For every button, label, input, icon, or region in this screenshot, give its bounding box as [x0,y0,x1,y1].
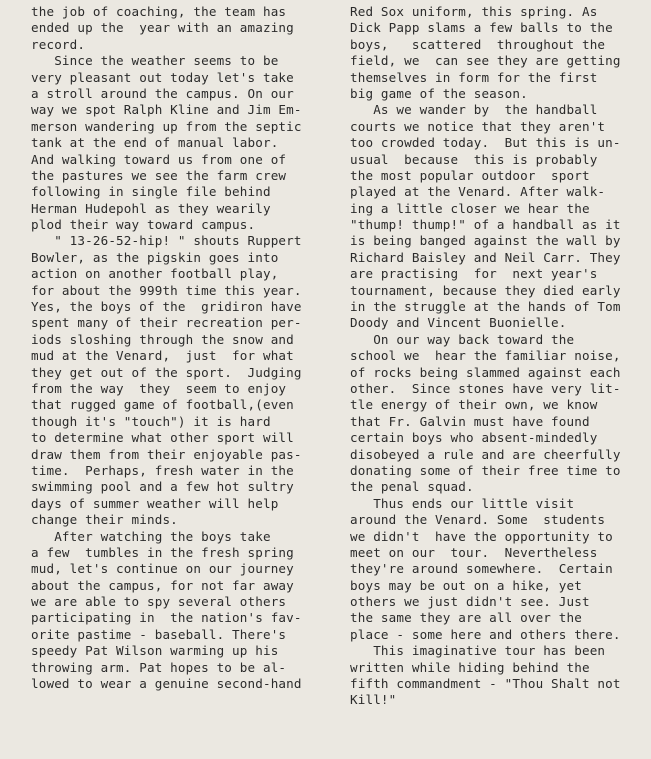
text-line: Dick Papp slams a few balls to the [350,20,613,36]
text-line: Thus ends our little visit [350,495,575,511]
text-line: are practising for next year's [350,266,598,282]
text-line: place - some here and others there. [350,626,621,642]
text-line: action on another football play, [31,266,279,282]
text-line: certain boys who absent-mindedly [350,430,598,446]
text-line: And walking toward us from one of [31,151,287,167]
text-line: spent many of their recreation per- [31,315,302,331]
text-line: way we spot Ralph Kline and Jim Em- [31,102,302,118]
text-line: Richard Baisley and Neil Carr. They [350,249,621,265]
text-line: themselves in form for the first [350,69,598,85]
text-line: they're around somewhere. Certain [350,561,613,577]
text-line: too crowded today. But this is un- [350,135,621,151]
right-column [350,4,621,709]
text-line: speedy Pat Wilson warming up his [31,643,279,659]
text-line: for about the 999th time this year. [31,282,302,298]
text-line: iods sloshing through the snow and [31,331,294,347]
text-line: a stroll around the campus. On our [31,85,294,101]
text-line: we didn't have the opportunity to [350,528,613,544]
text-line: "thump! thump!" of a handball as it [350,217,621,233]
text-line: change their minds. [31,512,178,528]
text-line: the pastures we see the farm crew [31,167,287,183]
text-line: in the struggle at the hands of Tom [350,299,621,315]
text-line: we are able to spy several others [31,594,287,610]
text-line: As we wander by the handball [350,102,598,118]
text-line: big game of the season. [350,85,528,101]
text-line: other. Since stones have very lit- [350,380,621,396]
text-line: field, we can see they are getting [350,53,621,69]
text-line: Red Sox uniform, this spring. As [350,4,598,19]
text-line: boys may be out on a hike, yet [350,577,582,593]
text-line: the penal squad. [350,479,474,495]
text-line: the most popular outdoor sport [350,167,590,183]
text-line: throwing arm. Pat hopes to be al- [31,659,287,675]
text-line: to determine what other sport will [31,430,294,446]
text-line: fifth commandment - "Thou Shalt not [350,676,621,692]
left-column [31,4,302,692]
text-line: plod their way toward campus. [31,217,256,233]
text-line: a few tumbles in the fresh spring [31,544,294,560]
text-line: Doody and Vincent Buonielle. [350,315,567,331]
text-line: After watching the boys take [31,528,271,544]
text-line: very pleasant out today let's take [31,69,294,85]
text-line: merson wandering up from the septic [31,118,302,134]
text-line: they get out of the sport. Judging [31,364,302,380]
text-line: the job of coaching, the team has [31,4,287,19]
text-line: from the way they seem to enjoy [31,380,287,396]
text-line: ing a little closer we hear the [350,200,590,216]
text-line: Since the weather seems to be [31,53,279,69]
text-line: draw them from their enjoyable pas- [31,446,302,462]
text-line: lowed to wear a genuine second-hand [31,676,302,692]
text-line: written while hiding behind the [350,659,590,675]
text-line: around the Venard. Some students [350,512,606,528]
text-line: mud, let's continue on our journey [31,561,294,577]
text-line: Herman Hudepohl as they wearily [31,200,271,216]
text-line: " 13-26-52-hip! " shouts Ruppert [31,233,302,249]
text-line: played at the Venard. After walk- [350,184,606,200]
text-line: is being banged against the wall by [350,233,621,249]
text-line: orite pastime - baseball. There's [31,626,287,642]
text-line: that Fr. Galvin must have found [350,413,590,429]
text-line: time. Perhaps, fresh water in the [31,462,294,478]
text-line: though it's "touch") it is hard [31,413,271,429]
text-line: following in single file behind [31,184,271,200]
text-line: others we just didn't see. Just [350,594,590,610]
text-line: usual because this is probably [350,151,598,167]
text-line: meet on our tour. Nevertheless [350,544,598,560]
text-line: On our way back toward the [350,331,575,347]
text-line: tle energy of their own, we know [350,397,598,413]
text-line: Bowler, as the pigskin goes into [31,249,279,265]
text-line: disobeyed a rule and are cheerfully [350,446,621,462]
text-line: donating some of their free time to [350,462,621,478]
text-line: courts we notice that they aren't [350,118,606,134]
text-line: mud at the Venard, just for what [31,348,294,364]
text-line: that rugged game of football,(even [31,397,294,413]
text-line: of rocks being slammed against each [350,364,621,380]
text-line: tournament, because they died early [350,282,621,298]
text-line: boys, scattered throughout the [350,36,606,52]
text-line: record. [31,36,86,52]
text-line: days of summer weather will help [31,495,279,511]
text-line: about the campus, for not far away [31,577,294,593]
text-line: participating in the nation's fav- [31,610,302,626]
text-line: Kill!" [350,692,397,708]
text-line: ended up the year with an amazing [31,20,294,36]
text-line: This imaginative tour has been [350,643,606,659]
text-line: swimming pool and a few hot sultry [31,479,294,495]
text-line: school we hear the familiar noise, [350,348,621,364]
text-line: tank at the end of manual labor. [31,135,279,151]
text-line: Yes, the boys of the gridiron have [31,299,302,315]
text-line: the same they are all over the [350,610,582,626]
